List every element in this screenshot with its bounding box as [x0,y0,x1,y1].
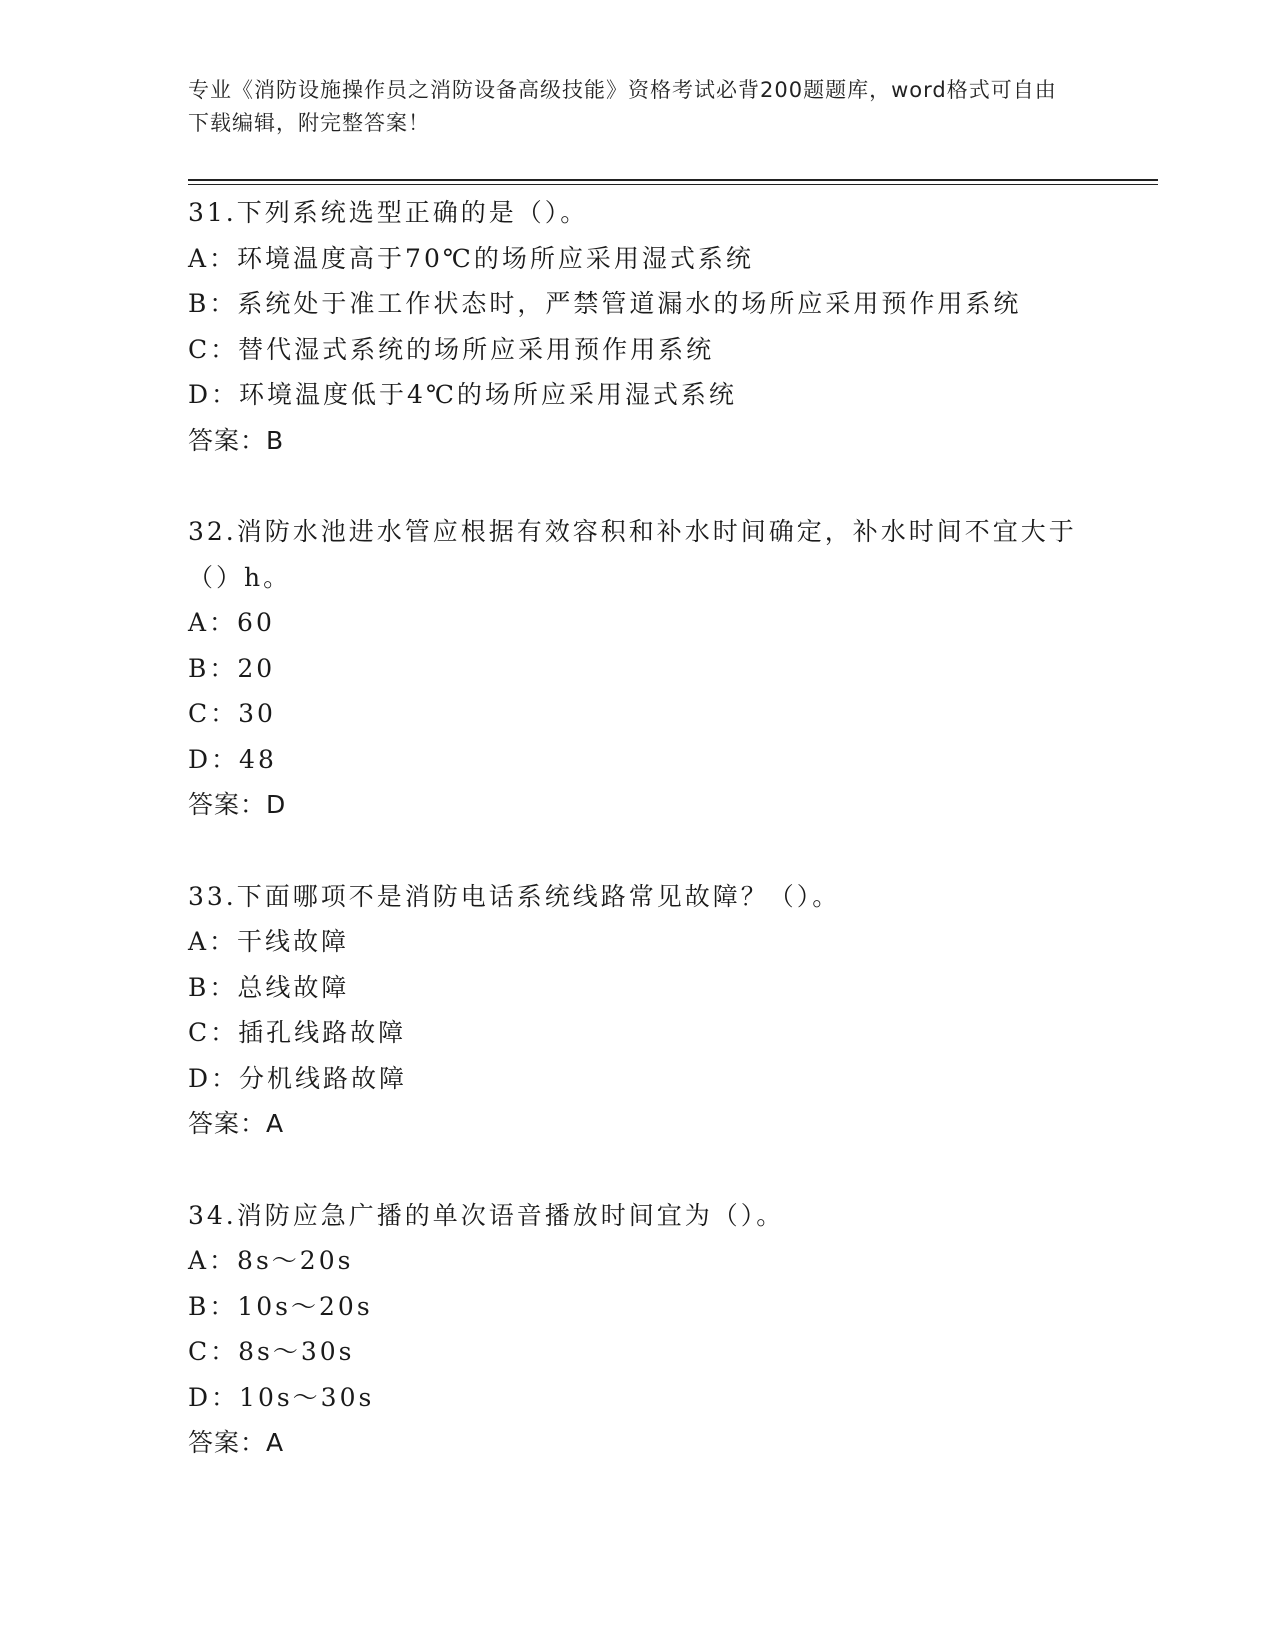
question-list [188,190,1088,1512]
answer-label: 答案：B [188,425,285,455]
option-a: A：环境温度高于70℃的场所应采用湿式系统 [188,243,754,273]
question-33 [188,874,1088,1147]
document-header: 专业《消防设施操作员之消防设备高级技能》资格考试必背200题题库，word格式可自由下载编辑，附完整答案！ [188,78,1057,135]
question-31 [188,190,1088,463]
option-c: C：插孔线路故障 [188,1018,407,1047]
question-stem: 34.消防应急广播的单次语音播放时间宜为（）。 [188,1200,785,1230]
option-c: C：替代湿式系统的场所应采用预作用系统 [188,334,715,364]
option-a: A：60 [188,608,275,637]
question-stem: 31.下列系统选型正确的是（）。 [188,198,589,227]
option-d: D：环境温度低于4℃的场所应采用湿式系统 [188,380,737,409]
option-a: A：干线故障 [188,927,350,956]
option-b: B：系统处于准工作状态时，严禁管道漏水的场所应采用预作用系统 [188,289,1022,318]
option-c: C：8s～30s [188,1337,355,1366]
answer-label: 答案：A [188,1428,285,1457]
question-stem: 32.消防水池进水管应根据有效容积和补水时间确定，补水时间不宜大于（）h。 [188,517,1077,592]
header-divider-thin [188,184,1158,185]
header-divider-thick [188,179,1158,181]
option-d: D：10s～30s [188,1382,375,1412]
option-b: B：10s～20s [188,1291,373,1321]
answer-label: 答案：D [188,790,287,819]
question-32 [188,509,1088,828]
option-d: D：48 [188,744,277,774]
question-stem: 33.下面哪项不是消防电话系统线路常见故障？（）。 [188,881,841,911]
question-34 [188,1193,1088,1466]
answer-label: 答案：A [188,1109,285,1138]
option-a: A：8s～20s [188,1246,354,1275]
option-c: C：30 [188,699,276,728]
option-b: B：总线故障 [188,972,350,1002]
option-b: B：20 [188,653,276,683]
option-d: D：分机线路故障 [188,1063,408,1093]
